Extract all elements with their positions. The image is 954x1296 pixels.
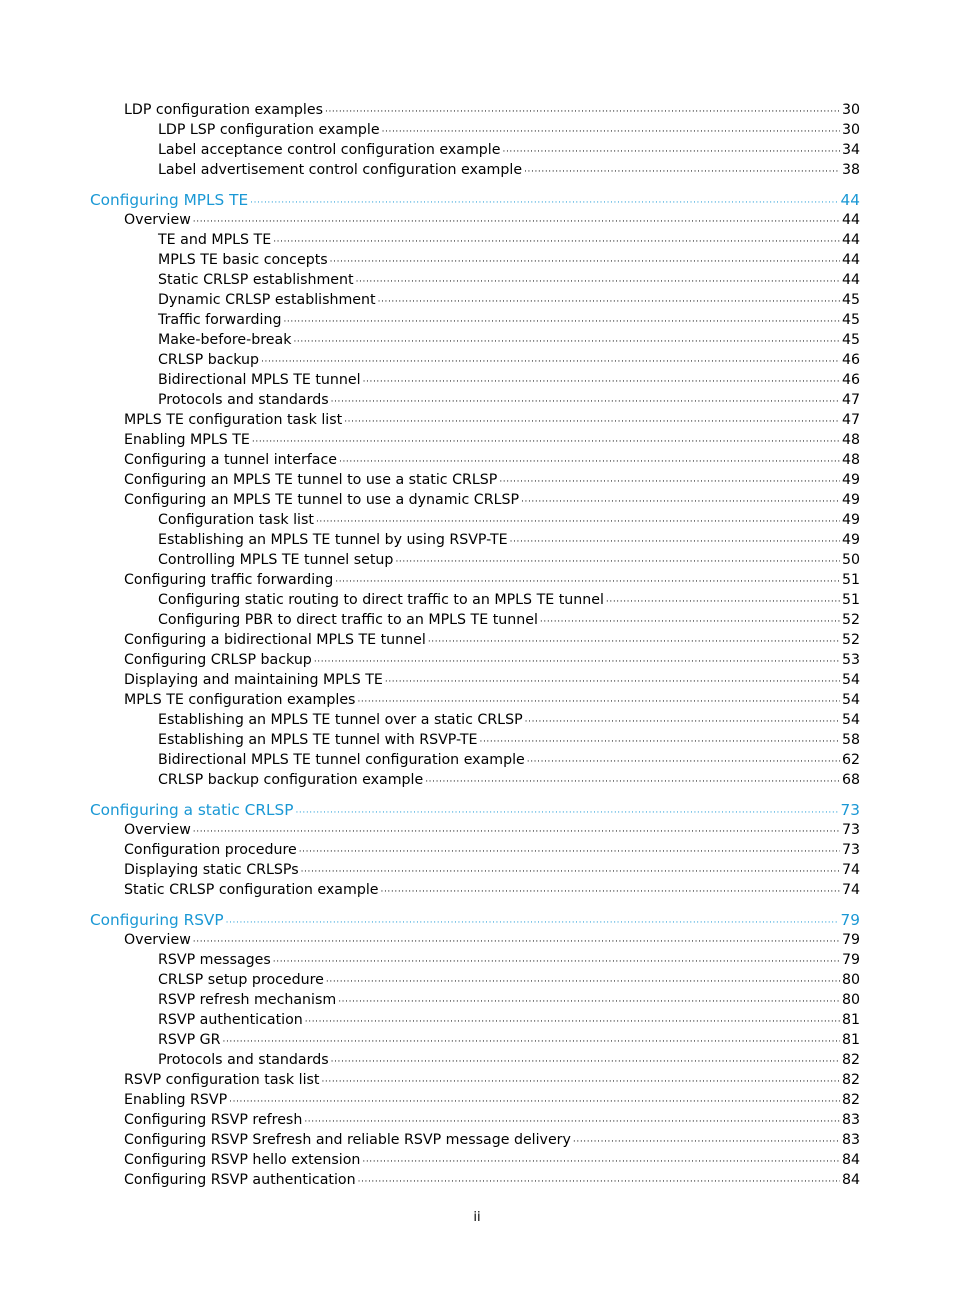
toc-entry-title: Configuring RSVP — [90, 911, 224, 929]
toc-entry-link[interactable] — [158, 290, 860, 310]
toc-page-number: 73 — [841, 822, 860, 838]
toc-entry-link[interactable] — [124, 860, 860, 880]
dot-leader — [381, 882, 840, 902]
toc-entry-title: Overview — [124, 212, 191, 228]
dot-leader — [305, 1012, 840, 1032]
toc-entry-title: Configuring MPLS TE — [90, 191, 249, 209]
toc-page-number: 48 — [841, 432, 860, 448]
toc-entry-title: Label acceptance control configuration example — [158, 142, 501, 158]
toc-page-number: 80 — [841, 992, 860, 1008]
toc-page-number: 44 — [841, 212, 860, 228]
toc-page-number: 54 — [841, 672, 860, 688]
toc-page-number: 54 — [841, 712, 860, 728]
toc-page-number: 54 — [841, 692, 860, 708]
toc-entry-title: MPLS TE basic concepts — [158, 252, 328, 268]
toc-entry-link[interactable] — [124, 410, 860, 430]
toc-entry-link[interactable] — [124, 210, 860, 230]
toc-entry-link[interactable] — [158, 390, 860, 410]
toc-page-number: 49 — [841, 512, 860, 528]
toc-page-number: 52 — [841, 632, 860, 648]
toc-entry-title: Configuration task list — [158, 512, 314, 528]
toc-entry-link[interactable] — [158, 120, 860, 140]
toc-page-number: 58 — [841, 732, 860, 748]
toc-entry-title: Configuring RSVP authentication — [124, 1172, 356, 1188]
toc-page-number: 80 — [841, 972, 860, 988]
toc-chapter-link[interactable] — [90, 190, 860, 210]
toc-entry-title: Bidirectional MPLS TE tunnel — [158, 372, 361, 388]
dot-leader — [273, 952, 840, 972]
toc-entry-title: Establishing an MPLS TE tunnel over a static CRLSP — [158, 712, 523, 728]
toc-page-number: 44 — [841, 232, 860, 248]
toc-page-number: 73 — [841, 842, 860, 858]
dot-leader — [299, 842, 840, 862]
toc-entry-title: CRLSP setup procedure — [158, 972, 324, 988]
toc-page-number: 49 — [841, 472, 860, 488]
dot-leader — [540, 612, 840, 632]
dot-leader — [339, 452, 840, 472]
toc-entry-link[interactable] — [124, 670, 860, 690]
dot-leader — [301, 862, 840, 882]
toc-entry-title: Controlling MPLS TE tunnel setup — [158, 552, 394, 568]
dot-leader — [382, 122, 840, 142]
toc-page-number: 68 — [841, 772, 860, 788]
dot-leader — [425, 772, 840, 792]
dot-leader — [261, 352, 840, 372]
dot-leader — [252, 432, 840, 452]
toc-entry-link[interactable] — [124, 1110, 860, 1130]
toc-entry-title: RSVP messages — [158, 952, 271, 968]
toc-entry-title: RSVP GR — [158, 1032, 221, 1048]
toc-entry-title: Configuring a tunnel interface — [124, 452, 337, 468]
dot-leader — [331, 392, 840, 412]
toc-entry-link[interactable] — [124, 1150, 860, 1170]
toc-page-number: 50 — [841, 552, 860, 568]
toc-entry-title: Dynamic CRLSP establishment — [158, 292, 376, 308]
dot-leader — [357, 692, 840, 712]
toc-entry-title: Configuring static routing to direct traffic to an MPLS TE tunnel — [158, 592, 604, 608]
dot-leader — [331, 1052, 840, 1072]
toc-entry-link[interactable] — [158, 770, 860, 790]
toc-entry-title: Overview — [124, 932, 191, 948]
toc-entry-title: MPLS TE configuration task list — [124, 412, 343, 428]
toc-entry-title: Configuring an MPLS TE tunnel to use a dynamic CRLSP — [124, 492, 520, 508]
dot-leader — [363, 372, 840, 392]
toc-entry-title: Establishing an MPLS TE tunnel by using RSVP-TE — [158, 532, 508, 548]
toc-page-number: 45 — [841, 332, 860, 348]
toc-entry-link[interactable] — [158, 140, 860, 160]
dot-leader — [573, 1132, 840, 1152]
toc-entry-link[interactable] — [124, 650, 860, 670]
toc-entry-title: RSVP authentication — [158, 1012, 303, 1028]
dot-leader — [385, 672, 840, 692]
toc-page-number: 52 — [841, 612, 860, 628]
toc-entry-title: Configuring a bidirectional MPLS TE tunnel — [124, 632, 426, 648]
toc-page-number: 46 — [841, 372, 860, 388]
toc-entry-title: LDP LSP configuration example — [158, 122, 380, 138]
toc-page-number: 83 — [841, 1112, 860, 1128]
toc-entry-title: Static CRLSP establishment — [158, 272, 354, 288]
toc-entry-title: Protocols and standards — [158, 1052, 329, 1068]
dot-leader — [395, 552, 840, 572]
toc-entry-title: MPLS TE configuration examples — [124, 692, 356, 708]
toc-entry-link[interactable] — [124, 430, 860, 450]
dot-leader — [479, 732, 839, 752]
toc-page-number: 48 — [841, 452, 860, 468]
toc-page-number: 81 — [841, 1012, 860, 1028]
dot-leader — [321, 1072, 839, 1092]
toc-entry-link[interactable] — [124, 1130, 860, 1150]
dot-leader — [502, 142, 839, 162]
toc-page-number: 46 — [841, 352, 860, 368]
toc-entry-title: Displaying and maintaining MPLS TE — [124, 672, 383, 688]
toc-entry-link[interactable] — [158, 550, 860, 570]
toc-entry-title: Enabling MPLS TE — [124, 432, 250, 448]
toc-page-number: 84 — [841, 1172, 860, 1188]
toc-page-number: 47 — [841, 412, 860, 428]
toc-entry-title: Configuring CRLSP backup — [124, 652, 312, 668]
dot-leader — [326, 972, 840, 992]
toc-entry-title: Overview — [124, 822, 191, 838]
dot-leader — [524, 162, 840, 182]
toc-entry-title: Enabling RSVP — [124, 1092, 228, 1108]
toc-entry-link[interactable] — [124, 630, 860, 650]
dot-leader — [358, 1172, 840, 1192]
dot-leader — [193, 212, 840, 232]
dot-leader — [606, 592, 840, 612]
dot-leader — [314, 652, 840, 672]
toc-page-number: 73 — [840, 801, 860, 819]
toc-entry-title: Configuring RSVP Srefresh and reliable RSVP message delivery — [124, 1132, 571, 1148]
toc-entry-title: RSVP configuration task list — [124, 1072, 320, 1088]
toc-page-number: 82 — [841, 1072, 860, 1088]
page-number: ii — [473, 1210, 481, 1225]
toc-entry-link[interactable] — [158, 1050, 860, 1070]
toc-page-number: 74 — [841, 882, 860, 898]
toc-page-number: 49 — [841, 532, 860, 548]
dot-leader — [525, 712, 840, 732]
dot-leader — [316, 512, 840, 532]
toc-entry-title: Configuring a static CRLSP — [90, 801, 294, 819]
toc-page-number: 79 — [840, 911, 860, 929]
toc-page-number: 82 — [841, 1092, 860, 1108]
toc-entry-title: Configuring RSVP hello extension — [124, 1152, 361, 1168]
toc-entry-link[interactable] — [158, 1010, 860, 1030]
dot-leader — [356, 272, 840, 292]
toc-entry-link[interactable] — [158, 970, 860, 990]
toc-chapter-link[interactable] — [90, 910, 860, 930]
toc-page-number: 38 — [841, 162, 860, 178]
toc-entry-link[interactable] — [158, 710, 860, 730]
toc-entry-link[interactable] — [158, 510, 860, 530]
toc-entry-link[interactable] — [124, 470, 860, 490]
toc-entry-link[interactable] — [158, 610, 860, 630]
toc-entry-title: Static CRLSP configuration example — [124, 882, 379, 898]
toc-entry-link[interactable] — [158, 350, 860, 370]
toc-entry-link[interactable] — [158, 330, 860, 350]
toc-entry-title: Configuring PBR to direct traffic to an MPLS TE tunnel — [158, 612, 538, 628]
toc-entry-link[interactable] — [124, 930, 860, 950]
dot-leader — [330, 252, 840, 272]
dot-leader — [344, 412, 840, 432]
toc-page-number: 51 — [841, 592, 860, 608]
toc-entry-link[interactable] — [124, 570, 860, 590]
toc-entry-link[interactable] — [124, 690, 860, 710]
dot-leader — [499, 472, 840, 492]
toc-page-number: 62 — [841, 752, 860, 768]
dot-leader — [428, 632, 840, 652]
dot-leader — [223, 1032, 840, 1052]
dot-leader — [304, 1112, 840, 1132]
toc-entry-link[interactable] — [124, 100, 860, 120]
toc-page-number: 79 — [841, 932, 860, 948]
dot-leader — [521, 492, 840, 512]
dot-leader — [325, 102, 840, 122]
toc-entry-link[interactable] — [158, 750, 860, 770]
toc-page-number: 30 — [841, 102, 860, 118]
toc-page-number: 74 — [841, 862, 860, 878]
toc-page-number: 45 — [841, 312, 860, 328]
toc-entry-link[interactable] — [124, 490, 860, 510]
toc-page-number: 79 — [841, 952, 860, 968]
toc-entry-link[interactable] — [124, 1170, 860, 1190]
toc-entry-title: Configuring RSVP refresh — [124, 1112, 303, 1128]
dot-leader — [335, 572, 840, 592]
toc-entry-link[interactable] — [158, 250, 860, 270]
toc-entry-link[interactable] — [124, 1090, 860, 1110]
toc-page-number: 30 — [841, 122, 860, 138]
toc-entry-link[interactable] — [124, 840, 860, 860]
toc-entry-link[interactable] — [124, 450, 860, 470]
toc-entry-link[interactable] — [158, 590, 860, 610]
toc-chapter-link[interactable] — [90, 800, 860, 820]
toc-entry-link[interactable] — [124, 880, 860, 900]
toc-entry-title: RSVP refresh mechanism — [158, 992, 337, 1008]
toc-entry-title: Establishing an MPLS TE tunnel with RSVP-TE — [158, 732, 478, 748]
toc-entry-link[interactable] — [158, 990, 860, 1010]
toc-entry-title: Displaying static CRLSPs — [124, 862, 299, 878]
toc-entry-link[interactable] — [158, 950, 860, 970]
dot-leader — [273, 232, 840, 252]
dot-leader — [510, 532, 840, 552]
toc-page-number: 49 — [841, 492, 860, 508]
toc-entry-title: Traffic forwarding — [158, 312, 282, 328]
toc-entry-link[interactable] — [158, 730, 860, 750]
toc-entry-title: TE and MPLS TE — [158, 232, 272, 248]
toc-page-number: 81 — [841, 1032, 860, 1048]
toc-entry-link[interactable] — [158, 370, 860, 390]
toc-page-number: 44 — [841, 272, 860, 288]
dot-leader — [283, 312, 839, 332]
toc-entry-link[interactable] — [158, 230, 860, 250]
toc-entry-title: Configuring traffic forwarding — [124, 572, 334, 588]
toc-entry-title: Configuring an MPLS TE tunnel to use a static CRLSP — [124, 472, 498, 488]
dot-leader — [229, 1092, 840, 1112]
toc-page-number: 84 — [841, 1152, 860, 1168]
toc-entry-link[interactable] — [158, 270, 860, 290]
toc-page-number: 51 — [841, 572, 860, 588]
toc-page-number: 45 — [841, 292, 860, 308]
dot-leader — [193, 822, 840, 842]
toc-entry-title: Protocols and standards — [158, 392, 329, 408]
toc-page-number: 44 — [840, 191, 860, 209]
toc-page-number: 83 — [841, 1132, 860, 1148]
toc-entry-link[interactable] — [124, 1070, 860, 1090]
toc-page-number: 34 — [841, 142, 860, 158]
dot-leader — [527, 752, 840, 772]
toc-entry-title: Label advertisement control configuration example — [158, 162, 523, 178]
toc-entry-link[interactable] — [158, 1030, 860, 1050]
toc-entry-link[interactable] — [158, 530, 860, 550]
dot-leader — [378, 292, 840, 312]
toc-entry-link[interactable] — [124, 820, 860, 840]
dot-leader — [362, 1152, 840, 1172]
toc-entry-title: LDP configuration examples — [124, 102, 323, 118]
toc-entry-title: CRLSP backup configuration example — [158, 772, 424, 788]
dot-leader — [338, 992, 840, 1012]
toc-entry-title: Configuration procedure — [124, 842, 297, 858]
toc-entry-title: Bidirectional MPLS TE tunnel configuration example — [158, 752, 525, 768]
toc-page-number: 47 — [841, 392, 860, 408]
toc-entry-link[interactable] — [158, 160, 860, 180]
toc-entry-link[interactable] — [158, 310, 860, 330]
toc-entry-title: CRLSP backup — [158, 352, 260, 368]
toc-entry-title: Make-before-break — [158, 332, 292, 348]
toc-page-number: 44 — [841, 252, 860, 268]
dot-leader — [293, 332, 840, 352]
dot-leader — [193, 932, 840, 952]
toc-page-number: 82 — [841, 1052, 860, 1068]
toc-page-number: 53 — [841, 652, 860, 668]
